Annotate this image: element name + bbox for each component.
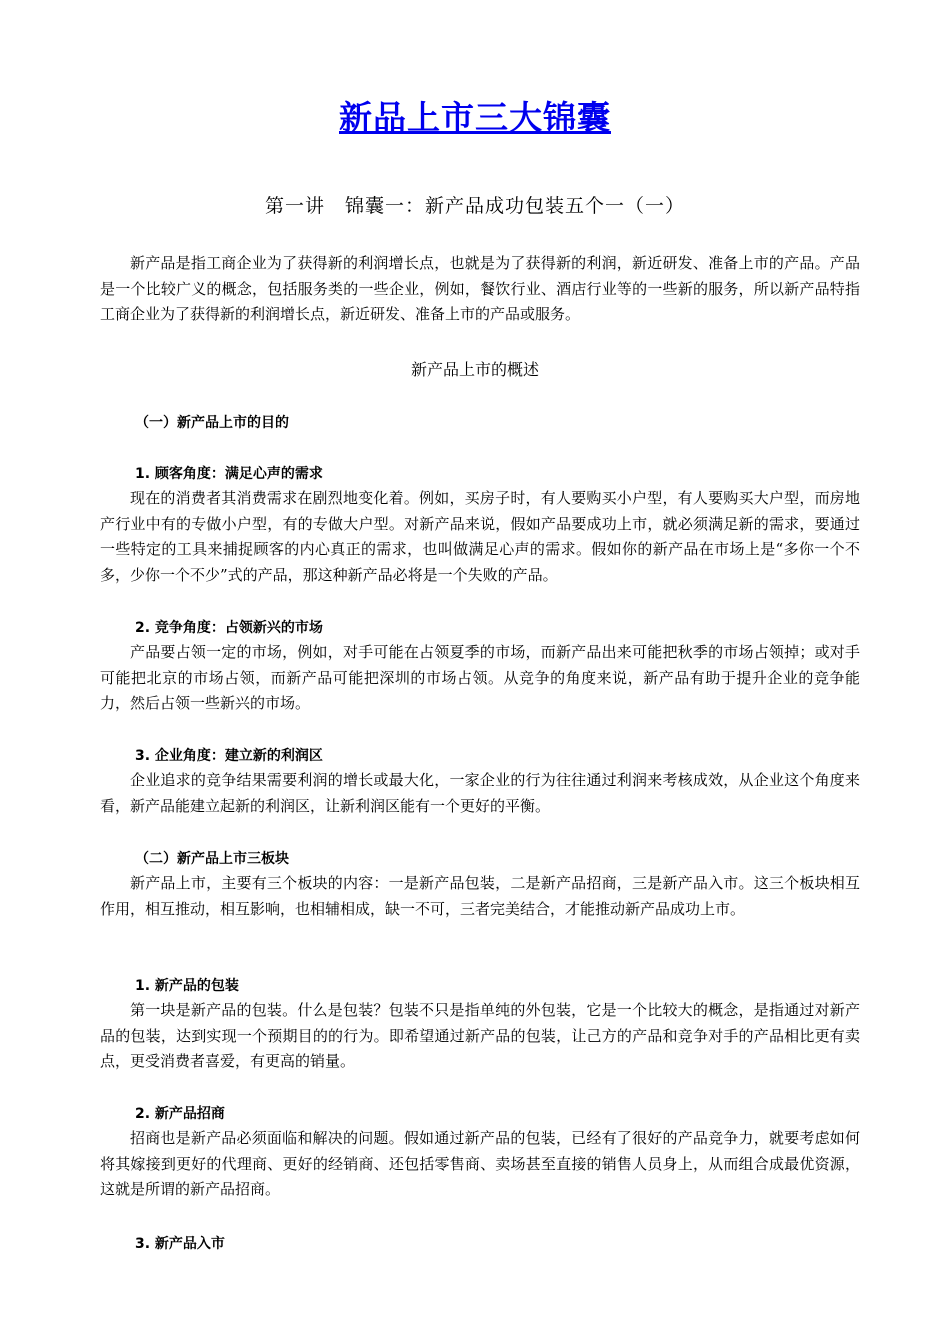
market-entry-heading: 3. 新产品入市 [135,1236,225,1252]
enterprise-angle-heading: 3. 企业角度：建立新的利润区 [135,748,323,764]
competition-angle-paragraph: 产品要占领一定的市场，例如，对手可能在占领夏季的市场，而新产品出来可能把秋季的市场占领掉；或对手可能把北京的市场占领，而新产品可能把深圳的市场占领。从竞争的角度来说，新产品有助于提升企业的竞争能力，然后占领一些新兴的市场。 [100,643,860,712]
packaging-heading: 1. 新产品的包装 [135,978,239,994]
competition-angle-heading: 2. 竞争角度：占领新兴的市场 [135,620,323,636]
section2-heading: （二）新产品上市三板块 [135,851,289,867]
customer-angle-heading: 1. 顾客角度：满足心声的需求 [135,466,323,482]
investment-heading: 2. 新产品招商 [135,1106,225,1122]
document-title-link[interactable]: 新品上市三大锦囊 [339,98,611,137]
customer-angle-paragraph: 现在的消费者其消费需求在剧烈地变化着。例如，买房子时，有人要购买小户型，有人要购买大户型，而房地产行业中有的专做小户型，有的专做大户型。对新产品来说，假如产品要成功上市，就必须满足新的需求，要通过一些特定的工具来捕捉顾客的内心真正的需求，也叫做满足心声的需求。假如你的新产品在市场上是“多你一个不多，少你一个不少”式的产品，那这种新产品必将是一个失败的产品。 [100,489,860,584]
section2-paragraph: 新产品上市，主要有三个板块的内容：一是新产品包装，二是新产品招商，三是新产品入市。这三个板块相互作用，相互推动，相互影响，也相辅相成，缺一不可，三者完美结合，才能推动新产品成功上市。 [100,874,860,918]
overview-heading: 新产品上市的概述 [410,360,539,379]
investment-paragraph: 招商也是新产品必须面临和解决的问题。假如通过新产品的包装，已经有了很好的产品竞争力，就要考虑如何将其嫁接到更好的代理商、更好的经销商、还包括零售商、卖场甚至直接的销售人员身上，从而组合成最优资源，这就是所谓的新产品招商。 [100,1129,860,1198]
document-title [0,92,950,139]
enterprise-angle-paragraph: 企业追求的竞争结果需要利润的增长或最大化，一家企业的行为往往通过利润来考核成效，从企业这个角度来看，新产品能建立起新的利润区，让新利润区能有一个更好的平衡。 [100,771,860,815]
lecture-title: 第一讲 锦囊一：新产品成功包装五个一（一） [264,195,685,217]
intro-paragraph: 新产品是指工商企业为了获得新的利润增长点，也就是为了获得新的利润，新近研发、准备上市的产品。产品是一个比较广义的概念，包括服务类的一些企业，例如，餐饮行业、酒店行业等的一些新的服务，所以新产品特指工商企业为了获得新的利润增长点，新近研发、准备上市的产品或服务。 [100,254,860,323]
packaging-paragraph: 第一块是新产品的包装。什么是包装？包装不只是指单纯的外包装，它是一个比较大的概念，是指通过对新产品的包装，达到实现一个预期目的的行为。即希望通过新产品的包装，让己方的产品和竞争对手的产品相比更有卖点，更受消费者喜爱，有更高的销量。 [100,1001,860,1070]
section1-heading: （一）新产品上市的目的 [135,415,289,431]
